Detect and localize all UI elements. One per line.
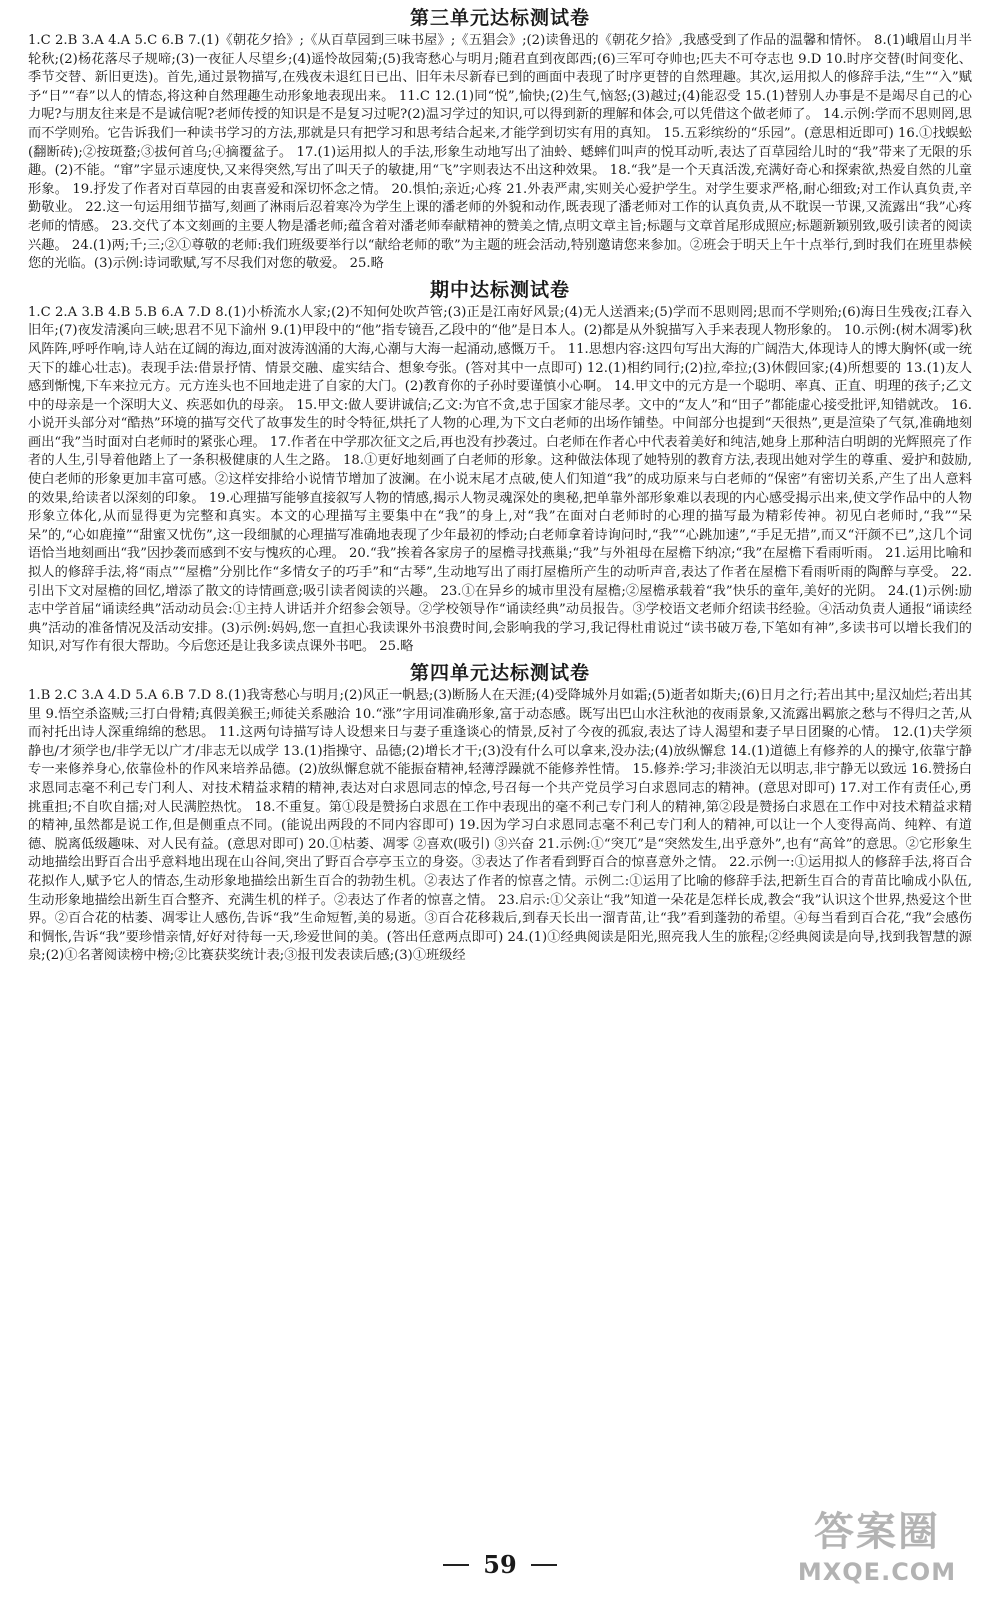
watermark-logo-text: 答案圈 [814, 1509, 940, 1555]
watermark-url: MXQE.COM [797, 1558, 957, 1586]
site-watermark [772, 1506, 982, 1602]
section-answers: 1.B 2.C 3.A 4.D 5.A 6.B 7.D 8.(1)我寄愁心与明月;(2)风正一帆悬;(3)断肠人在天涯;(4)受降城外月如霜;(5)逝者如斯夫;(6)日月之行;若出其中;星汉灿烂;若出其里 9.悟空杀盗贼;三打白骨精;真假美猴王;师徒关系融洽 10.“涨”字用词准确形象,富于动态感。既写出巴山水注秋池的夜雨景象,又流露出羁旅之愁与不得归之苦,从而衬托出诗人深重绵绵的愁思。 11.这两句诗描写诗人设想来日与妻子重逢谈心的情景,反衬了今夜的孤寂,表达了诗人渴望和妻子早日团聚的心情。 12.(1)夫学须静也/才须学也/非学无以广才/非志无以成学 13.(1)指操守、品德;(2)增长才干;(3)没有什么可以拿来,没办法;(4)放纵懈怠 14.(1)道德上有修养的人的操守,依靠宁静专一来修养身心,依靠俭朴的作风来培养品德。(2)放纵懈怠就不能振奋精神,轻薄浮躁就不能修养性情。 15.修养:学习;非淡泊无以明志,非宁静无以致远 16.赞扬白求恩同志毫不利己专门利人、对技术精益求精的精神,表达对白求恩同志的悼念,号召每一个共产党员学习白求恩同志的精神。(意思对即可) 17.对工作有责任心,勇挑重担;不自吹自擂;对人民满腔热忱。 18.不重复。第①段是赞扬白求恩在工作中表现出的毫不利己专门利人的精神,第②段是赞扬白求恩在工作中对技术精益求精的精神,虽然都是说工作,但是侧重点不同。(能说出两段的不同内容即可) 19.因为学习白求恩同志毫不利己专门利人的精神,可以让一个人变得高尚、纯粹、有道德、脱离低级趣味、对人民有益。(意思对即可) 20.①枯萎、凋零 ②喜欢(吸引) ③兴奋 21.示例:①“突兀”是“突然发生,出乎意外”,也有“高耸”的意思。②它形象生动地描绘出野百合出乎意料地出现在山谷间,突出了野百合亭亭玉立的身姿。③表达了作者看到野百合的惊喜意外之情。 22.示例一:①运用拟人的修辞手法,将百合花拟作人,赋予它人的情态,生动形象地描绘出新生百合的勃勃生机。②表达了作者的惊喜之情。示例二:①运用了比喻的修辞手法,把新生百合的青苗比喻成小队伍,生动形象地描绘出新生百合整齐、充满生机的样子。②表达了作者的惊喜之情。 23.启示:①父亲让“我”知道一朵花是怎样长成,教会“我”认识这个世界,热爱这个世界。②百合花的枯萎、凋零让人感伤,告诉“我”生命短暂,美的易逝。③百合花移栽后,到春天长出一溜青苗,让“我”看到蓬勃的希望。④每当看到百合花,“我”会感伤和惆怅,告诉“我”要珍惜亲情,好好对待每一天,珍爱世间的美。(答出任意两点即可) 24.(1)①经典阅读是阳光,照亮我人生的旅程;②经典阅读是向导,找到我智慧的源泉;(2)①名著阅读榜中榜;②比赛获奖统计表;③报刊发表读后感;(3)①班级经 [28, 688, 972, 964]
footer-rule-left [443, 1564, 469, 1566]
answer-key-page [0, 6, 1000, 1606]
section-title: 第四单元达标测试卷 [409, 662, 590, 684]
section-title: 期中达标测试卷 [429, 278, 570, 301]
section-midterm-test [28, 278, 972, 657]
section-answers: 1.C 2.B 3.A 4.A 5.C 6.B 7.(1)《朝花夕拾》;《从百草园到三味书屋》;《五猖会》;(2)读鲁迅的《朝花夕拾》,我感受到了作品的温馨和情怀。 8.(1)峨眉山月半轮秋;(2)杨花落尽子规啼;(3)一夜征人尽望乡;(4)遥怜故园菊;(5)我寄愁心与明月;随君直到夜郎西;(6)三军可夺帅也;匹夫不可夺志也 9.D 10.时序交替(时间变化、季节交替、新旧更迭)。首先,通过景物描写,在残夜未退红日已出、旧年未尽新春已到的画面中表现了时序更替的自然理趣。其次,运用拟人的修辞手法,“生”“入”赋予“日”“春”以人的情态,将这种自然理趣生动形象地表现出来。 11.C 12.(1)同“悦”,愉快;(2)生气,恼怒;(3)越过;(4)能忍受 15.(1)替别人办事是不是竭尽自己的心力呢?与朋友往来是不是诚信呢?老师传授的知识是不是复习过呢?(2)温习学过的知识,可以得到新的理解和体会,可以凭借这个做老师了。 14.示例:学而不思则罔,思而不学则殆。它告诉我们一种读书学习的方法,那就是只有把学习和思考结合起来,才能学到切实有用的真知。 15.五彩缤纷的“乐园”。(意思相近即可) 16.①找蜈蚣(翻断砖);②按斑蝥;③拔何首乌;④摘覆盆子。 17.(1)运用拟人的手法,形象生动地写出了油蛉、蟋蟀们叫声的悦耳动听,表达了百草园给儿时的“我”带来了无限的乐趣。(2)不能。“窜”字显示速度快,又来得突然,写出了叫天子的敏捷,用“飞”字则表达不出这种效果。 18.“我”是一个天真活泼,充满好奇心和探索欲,热爱自然的儿童形象。 19.抒发了作者对百草园的由衷喜爱和深切怀念之情。 20.惧怕;亲近;心疼 21.外表严肃,实则关心爱护学生。对学生要求严格,耐心细致;对工作认真负责,辛勤敬业。 22.这一句运用细节描写,刻画了淋雨后忍着寒冷为学生上课的潘老师的外貌和动作,既表现了潘老师对工作的认真负责,从不耽误一节课,又流露出“我”心疼老师的情感。 23.交代了本文刻画的主要人物是潘老师;蕴含着对潘老师奉献精神的赞美之情,点明文章主旨;标题与文章首尾形成照应;标题新颖别致,吸引读者的阅读兴趣。 24.(1)两;千;三;②①尊敬的老师:我们班级要举行以“献给老师的歌”为主题的班会活动,特别邀请您来参加。②班会于明天上午十点举行,到时我们在班里恭候您的光临。(3)示例:诗词歌赋,写不尽我们对您的敬爱。 25.略 [28, 33, 972, 272]
section-unit4-test [28, 661, 972, 966]
section-title: 第三单元达标测试卷 [409, 7, 590, 29]
section-unit3-test [28, 6, 972, 274]
section-answers: 1.C 2.A 3.B 4.B 5.B 6.A 7.D 8.(1)小桥流水人家;(2)不知何处吹芦管;(3)正是江南好风景;(4)无人送酒来;(5)学而不思则罔;思而不学则殆;(6)海日生残夜;江春入旧年;(7)夜发清溪向三峡;思君不见下渝州 9.(1)甲段中的“他”指专镜吾,乙段中的“他”是日本人。(2)都是从外貌描写入手来表现人物形象的。 10.示例:(树木凋零)秋风阵阵,呼呼作响,诗人站在辽阔的海边,面对波涛汹涌的大海,心潮与大海一起涌动,感慨万千。 11.思想内容:这四句写出大海的广阔浩大,体现诗人的博大胸怀(或一统天下的雄心壮志)。表现手法:借景抒情、情景交融、虚实结合、想象夸张。(答对其中一点即可) 12.(1)相约同行;(2)拉,牵拉;(3)休假回家;(4)所想要的 13.(1)友人感到惭愧,下车来拉元方。元方连头也不回地走进了自家的大门。(2)教育你的子孙时要谨慎小心啊。 14.甲文中的元方是一个聪明、率真、正直、明理的孩子;乙文中的母亲是一个深明大义、疾恶如仇的母亲。 15.甲文:做人要讲诚信;乙文:为官不贪,忠于国家才能尽孝。文中的“友人”和“田子”都能虚心接受批评,知错就改。 16.小说开头部分对“酷热”环境的描写交代了故事发生的时令特征,烘托了人物的心理,为下文白老师的出场作铺垫。中间部分也提到“天很热”,更是渲染了气氛,准确地刻画出“我”当时面对白老师时的紧张心理。 17.作者在中学那次征文之后,再也没有抄袭过。白老师在作者心中代表着美好和纯洁,她身上那种洁白明朗的光辉照亮了作者的人生,引导着他踏上了一条积极健康的人生之路。 18.①更好地刻画了白老师的形象。这种做法体现了她特别的教育方法,表现出她对学生的尊重、爱护和鼓励,使白老师的形象更加丰富可感。②这样安排给小说情节增加了波澜。在小说末尾才点破,使人们知道“我”的成功原来与白老师的“保密”有密切关系,产生了出人意料的效果,给读者以深刻的印象。 19.心理描写能够直接叙写人物的情感,揭示人物灵魂深处的奥秘,把单靠外部形象难以表现的内心感受揭示出来,使文学作品中的人物形象立体化,从而显得更为完整和真实。本文的心理描写主要集中在“我”的身上,对“我”在面对白老师时的心理的描写最为精彩传神。初见白老师时,“我”“呆呆”的,“心如鹿撞”“甜蜜又忧伤”,这一段细腻的心理描写准确地表现了少年最初的悸动;白老师拿着诗询问时,“我”“心跳加速”,“手足无措”,而又“汗颜不已”,这几个词语恰当地刻画出“我”因抄袭而感到不安与愧疚的心理。 20.“我”挨着各家房子的屋檐寻找燕巢;“我”与外祖母在屋檐下纳凉;“我”在屋檐下看雨听雨。 21.运用比喻和拟人的修辞手法,将“雨点”“屋檐”分别比作“多情女子的巧手”和“古琴”,生动地写出了雨打屋檐所产生的动听声音,表达了作者在屋檐下看雨听雨的陶醉与享受。 22.引出下文对屋檐的回忆,增添了散文的诗情画意;吸引读者阅读的兴趣。 23.①在异乡的城市里没有屋檐;②屋檐承载着“我”快乐的童年,美好的光阴。 24.(1)示例:励志中学首届“诵读经典”活动动员会:①主持人讲话并介绍参会领导。②学校领导作“诵读经典”动员报告。③学校语文老师介绍读书经验。④活动负责人通报“诵读经典”活动的准备情况及活动安排。(3)示例:妈妈,您一直担心我读课外书浪费时间,会影响我的学习,我记得杜甫说过“读书破万卷,下笔如有神”,多读书可以增长我们的知识,对写作有很大帮助。今后您还是让我多读点课外书吧。 25.略 [28, 304, 973, 655]
footer-rule-right [531, 1564, 557, 1566]
page-number: 59 [483, 1550, 517, 1579]
